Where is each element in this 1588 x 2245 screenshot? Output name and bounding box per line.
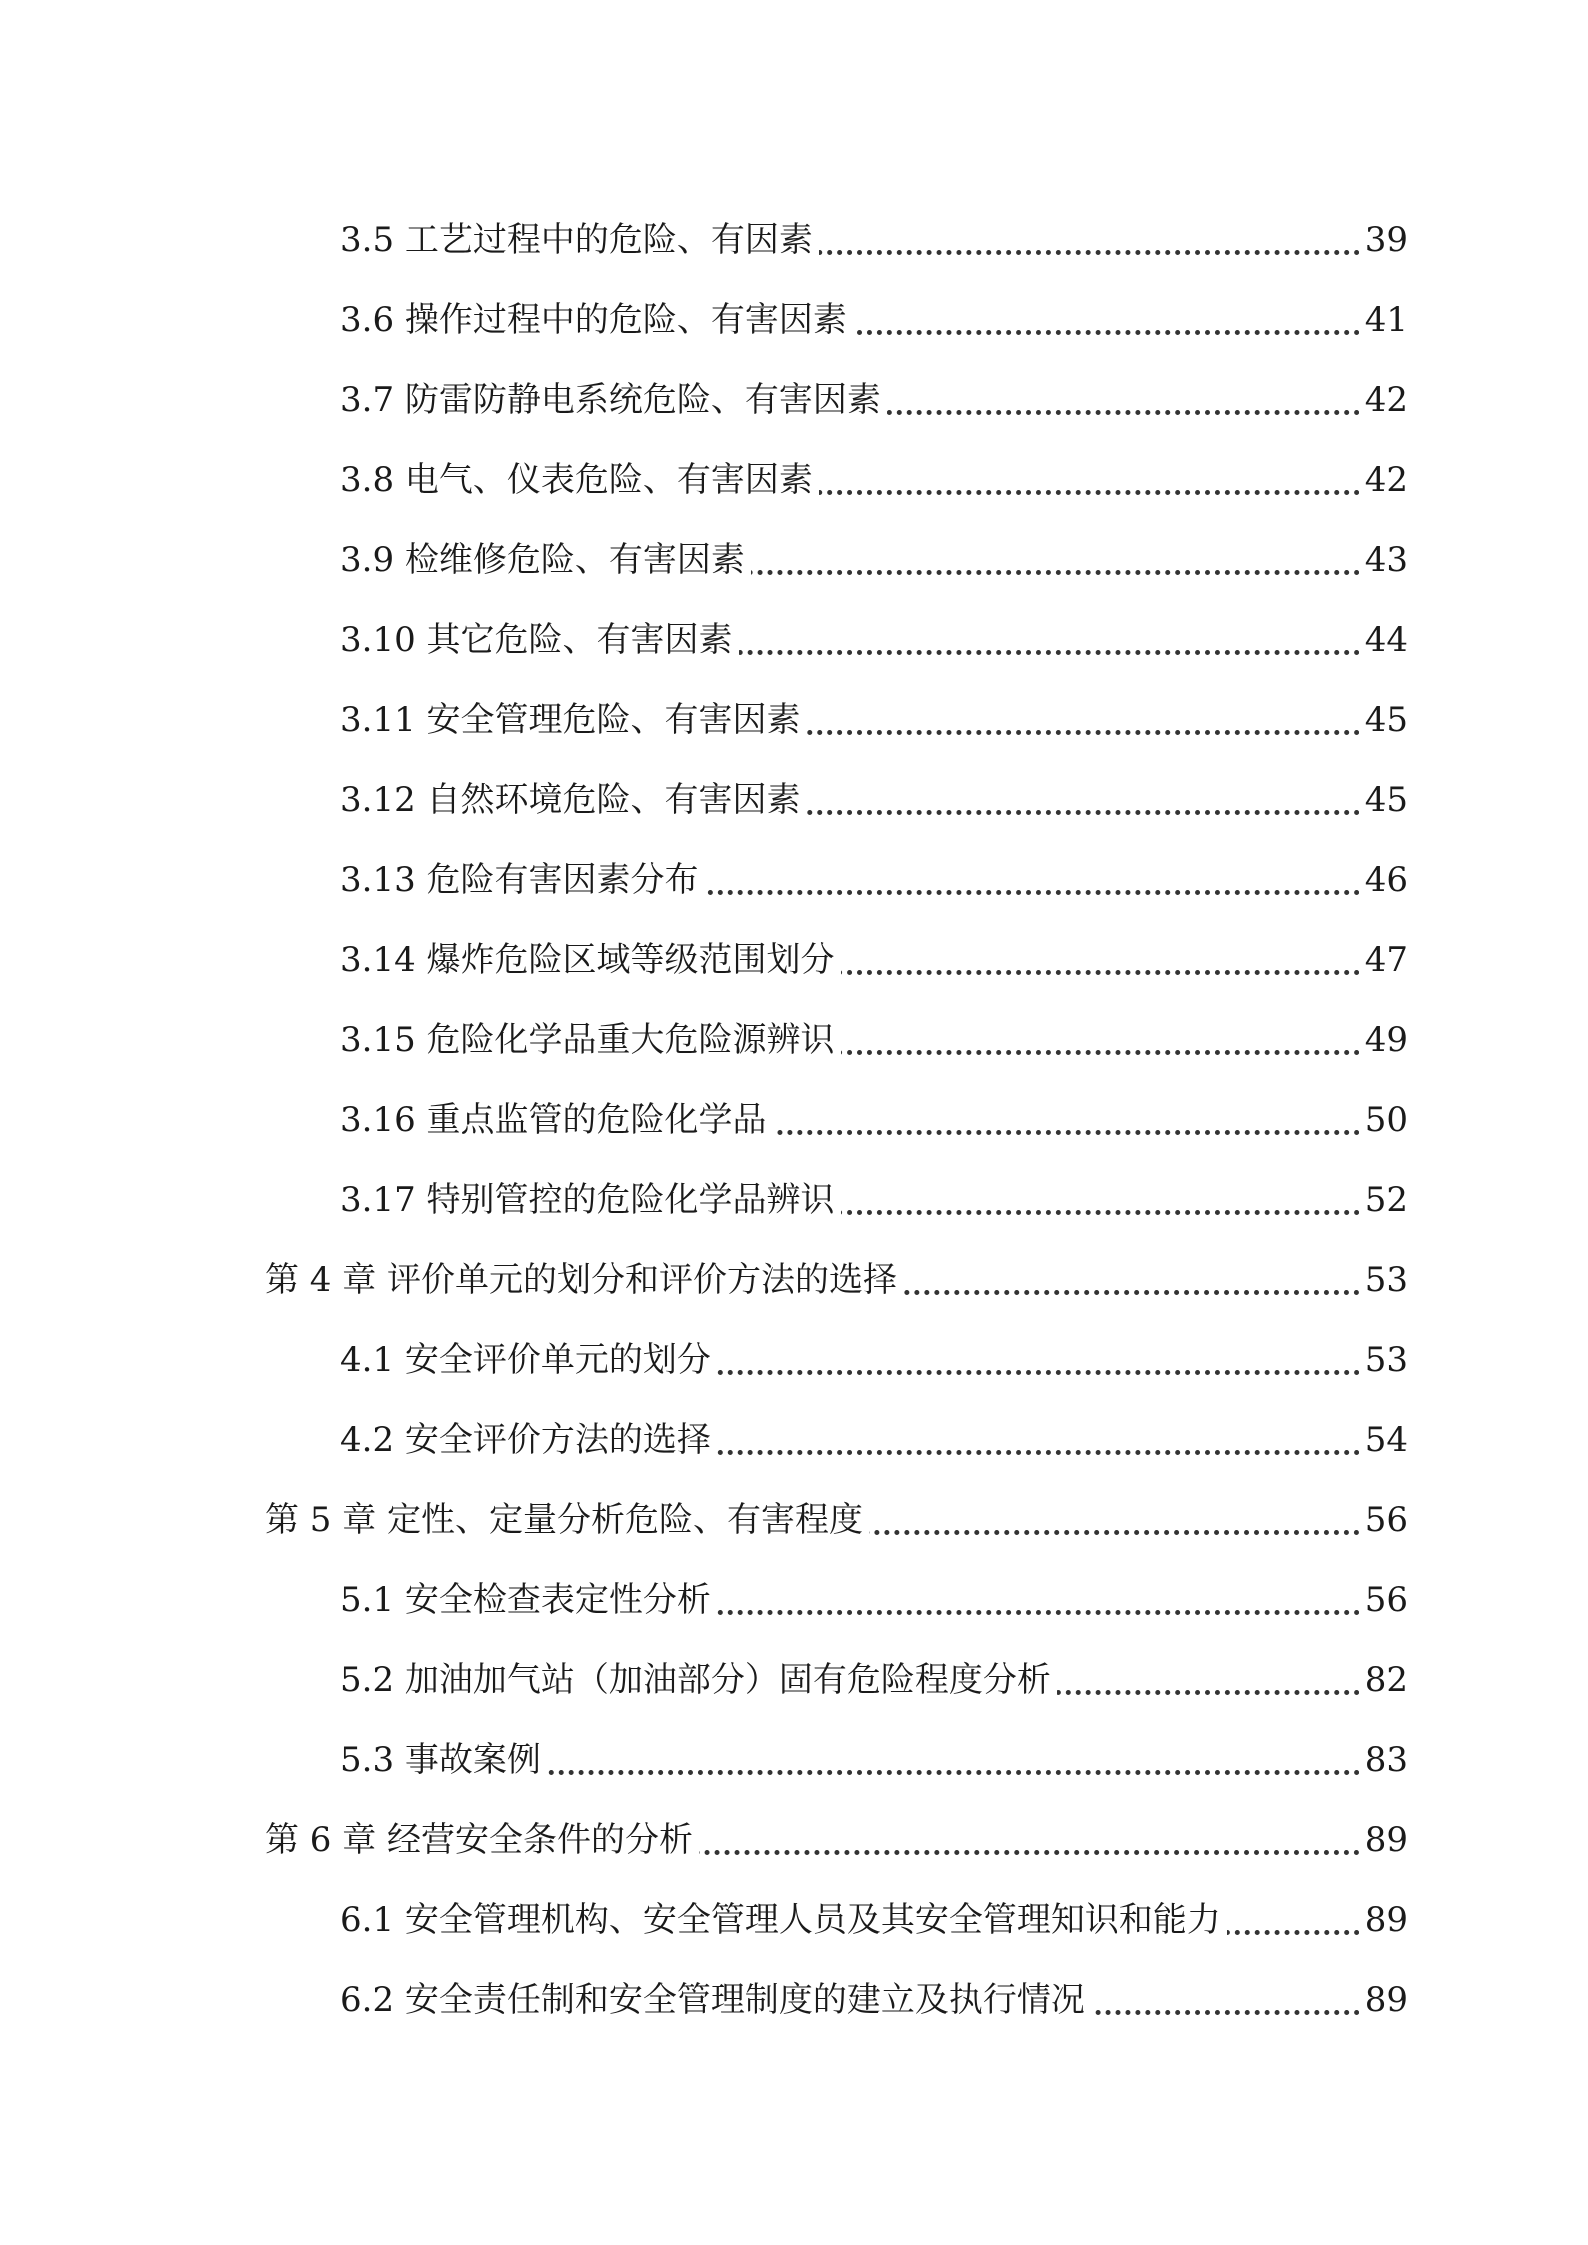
- toc-page-number: 56: [1359, 1560, 1408, 1640]
- toc-entry[interactable]: [0, 840, 1588, 920]
- toc-entry[interactable]: [0, 760, 1588, 840]
- toc-page-number: 53: [1359, 1240, 1408, 1320]
- toc-entry[interactable]: [0, 680, 1588, 760]
- toc-entry-label: 3.5 工艺过程中的危险、有因素: [340, 200, 819, 280]
- toc-chapter-entry[interactable]: [0, 1240, 1588, 1320]
- toc-entry-label: 3.12 自然环境危险、有害因素: [340, 760, 807, 840]
- toc-entry[interactable]: [0, 200, 1588, 280]
- toc-page-number: 56: [1359, 1480, 1408, 1560]
- toc-page-number: 89: [1359, 1800, 1408, 1880]
- toc-entry[interactable]: [0, 1640, 1588, 1720]
- toc-chapter-entry[interactable]: [0, 1480, 1588, 1560]
- toc-page-number: 83: [1359, 1720, 1408, 1800]
- toc-page-number: 53: [1359, 1320, 1408, 1400]
- toc-entry[interactable]: [0, 920, 1588, 1000]
- toc-entry-label: 4.2 安全评价方法的选择: [340, 1400, 717, 1480]
- toc-entry[interactable]: [0, 600, 1588, 680]
- toc-entry[interactable]: [0, 1160, 1588, 1240]
- toc-entry-label: 5.2 加油加气站（加油部分）固有危险程度分析: [340, 1640, 1057, 1720]
- toc-entry-label: 3.11 安全管理危险、有害因素: [340, 680, 807, 760]
- toc-chapter-entry[interactable]: [0, 1800, 1588, 1880]
- toc-entry-label: 第 6 章 经营安全条件的分析: [265, 1800, 699, 1880]
- toc-entry[interactable]: [0, 360, 1588, 440]
- toc-entry-label: 5.1 安全检查表定性分析: [340, 1560, 717, 1640]
- toc-page-number: 45: [1359, 760, 1408, 840]
- toc-entry-label: 3.10 其它危险、有害因素: [340, 600, 739, 680]
- toc-page-number: 82: [1359, 1640, 1408, 1720]
- toc-page-number: 47: [1359, 920, 1408, 1000]
- toc-page-number: 44: [1359, 600, 1408, 680]
- toc-page-number: 39: [1359, 200, 1408, 280]
- toc-entry-label: 第 5 章 定性、定量分析危险、有害程度: [265, 1480, 869, 1560]
- toc-entry-label: 3.15 危险化学品重大危险源辨识: [340, 1000, 841, 1080]
- toc-entry[interactable]: [0, 440, 1588, 520]
- toc-entry-label: 5.3 事故案例: [340, 1720, 547, 1800]
- toc-entry-label: 6.2 安全责任制和安全管理制度的建立及执行情况: [340, 1960, 1091, 2040]
- toc-page-number: 52: [1359, 1160, 1408, 1240]
- toc-page-number: 54: [1359, 1400, 1408, 1480]
- toc-page-number: 41: [1359, 280, 1408, 360]
- toc-page-number: 89: [1359, 1960, 1408, 2040]
- toc-entry-label: 4.1 安全评价单元的划分: [340, 1320, 717, 1400]
- toc-page-number: 42: [1359, 360, 1408, 440]
- toc-entry-label: 第 4 章 评价单元的划分和评价方法的选择: [265, 1240, 903, 1320]
- toc-entry[interactable]: [0, 520, 1588, 600]
- toc-page-number: 42: [1359, 440, 1408, 520]
- toc-entry[interactable]: [0, 1320, 1588, 1400]
- toc-entry[interactable]: [0, 1080, 1588, 1160]
- toc-page-number: 43: [1359, 520, 1408, 600]
- toc-entry-label: 3.6 操作过程中的危险、有害因素: [340, 280, 853, 360]
- toc-entry[interactable]: [0, 1960, 1588, 2040]
- toc-entry[interactable]: [0, 1880, 1588, 1960]
- toc-entry[interactable]: [0, 1560, 1588, 1640]
- toc-entry[interactable]: [0, 1400, 1588, 1480]
- toc-entry-label: 3.9 检维修危险、有害因素: [340, 520, 751, 600]
- toc-page-number: 49: [1359, 1000, 1408, 1080]
- toc-entry-label: 3.14 爆炸危险区域等级范围划分: [340, 920, 841, 1000]
- toc-entry[interactable]: [0, 1000, 1588, 1080]
- toc-entry-label: 3.17 特别管控的危险化学品辨识: [340, 1160, 841, 1240]
- toc-page-number: 45: [1359, 680, 1408, 760]
- toc-entry-label: 3.13 危险有害因素分布: [340, 840, 705, 920]
- toc-page-number: 46: [1359, 840, 1408, 920]
- toc-page-number: 89: [1359, 1880, 1408, 1960]
- toc-entry[interactable]: [0, 280, 1588, 360]
- toc-entry-label: 6.1 安全管理机构、安全管理人员及其安全管理知识和能力: [340, 1880, 1227, 1960]
- toc-page-number: 50: [1359, 1080, 1408, 1160]
- toc-entry-label: 3.16 重点监管的危险化学品: [340, 1080, 773, 1160]
- toc-entry-label: 3.7 防雷防静电系统危险、有害因素: [340, 360, 887, 440]
- toc-entry-label: 3.8 电气、仪表危险、有害因素: [340, 440, 819, 520]
- toc-entry[interactable]: [0, 1720, 1588, 1800]
